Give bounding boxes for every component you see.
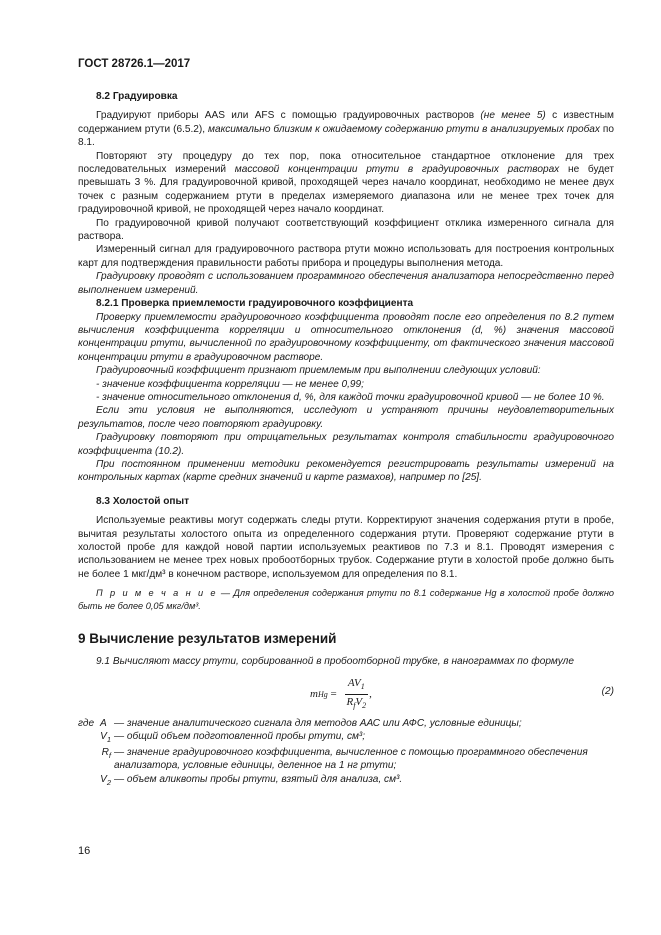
formula-number: (2) <box>601 685 614 697</box>
formula-symbol: m <box>310 688 318 701</box>
formula-subscript: Hg <box>317 690 328 700</box>
page-number: 16 <box>78 845 91 857</box>
paragraph: Используемые реактивы могут содержать следы ртути. Корректируют значения содержания ртути в пробе, вычитая результаты холостого опыта из определенного содержания ртути. Проверяют содержание ртути в холостой пробе для каждой новой партии используемых реактивов по 7.3 и 8.1. Проводят измерения с использованием не менее трех новых пробоотборных трубок. Содержание ртути в холостой пробе должно быть не более 1 мкг/дм³ в конечном растворе, используемом для определения по 8.1. <box>78 515 614 580</box>
paragraph: При постоянном применении методики рекомендуется регистрировать результаты измерений на контрольных картах (карте средних значений и карте размахов), например по [25]. <box>78 458 614 484</box>
formula-comma: , <box>369 688 372 701</box>
definition-text: — общий объем подготовленной пробы ртути, см³; <box>114 731 366 743</box>
section-8-2-1-title: 8.2.1 Проверка приемлемости градуировочного коэффициента <box>96 298 414 310</box>
definition-symbol: $R_f$ <box>101 747 111 761</box>
paragraph: Если эти условия не выполняются, исследуют и устраняют причины неудовлетворительных результатов, после чего повторяют градуировку. <box>78 405 614 430</box>
text-run: Градуируют приборы AAS или AFS с помощью градуировочных растворов <box>96 110 481 122</box>
section-8-2-title: 8.2 Градуировка <box>96 91 178 102</box>
formula-numerator: $AV_1$ <box>345 677 368 696</box>
definition-text: — объем аликвоты пробы ртути, взятый для анализа, см³. <box>114 773 403 785</box>
text-run: по 8.1. <box>78 123 614 149</box>
definition-text: — значение аналитического сигнала для методов ААС или АФС, условные единицы; <box>114 717 522 729</box>
paragraph: Градуировочный коэффициент признают приемлемым при выполнении следующих условий: <box>96 365 541 377</box>
definition-text: — значение градуировочного коэффициента, вычисленное с помощью программного обеспечения анализатора, условные единицы, деленное на 1 нг ртути; <box>114 747 588 772</box>
paragraph: Проверку приемлемости градуировочного коэффициента проводят после его определения по 8.2 путем вычисления коэффициента корреляции и относительного отклонения (d, %) значения массовой концентрации ртути, вычисленной по градуировочному коэффициенту, от фактического значения массовой концентрации ртути в градуировочном растворе. <box>78 311 614 363</box>
paragraph <box>78 109 614 149</box>
note-text: — Для определения содержания ртути по 8.1 содержание Hg в холостой пробе должно быть не более 0,05 мкг/дм³. <box>78 588 614 611</box>
definition-symbol: $V_1$ <box>100 731 111 745</box>
formula-fraction <box>343 677 369 713</box>
section-8-3-title: 8.3 Холостой опыт <box>96 495 190 507</box>
standard-header: ГОСТ 28726.1—2017 <box>78 58 191 70</box>
definition-symbol: $V_2$ <box>100 773 111 787</box>
note-label: П р и м е ч а н и е <box>96 588 218 599</box>
variable-definitions <box>78 717 614 789</box>
text-run: с известным содержанием ртути (6.5.2), <box>78 110 614 135</box>
definition-row <box>78 717 614 730</box>
text-run: не будет превышать 3 %. Для градуировочной кривой, проходящей через начало координат, необходимо не менее двух точек с разным содержанием ртути в пределах измеряемого диапазона или не менее трех точек для градуировочной кривой, не проходящей через начало координат. <box>78 164 614 216</box>
text-run: Повторяют эту процедуру до тех пор, пока относительное стандартное отклонение для трех последовательных измерений <box>78 150 614 176</box>
list-item: - значение коэффициента корреляции — не менее 0,99; <box>96 378 364 390</box>
formula-expression <box>310 677 372 713</box>
formula-2 <box>78 675 614 713</box>
definition-row <box>78 746 614 772</box>
text-run: максимально близким к ожидаемому содержанию ртути в анализируемых пробах <box>208 123 600 135</box>
paragraph: По градуировочной кривой получают соответствующий коэффициент отклика измеренного сигнала для раствора. <box>78 217 614 243</box>
definition-symbol: A <box>100 717 107 729</box>
paragraph: Градуировку повторяют при отрицательных результатах контроля стабильности градуировочного коэффициента (10.2). <box>78 432 614 457</box>
section-9-title: 9 Вычисление результатов измерений <box>78 631 337 647</box>
definition-row <box>78 773 614 789</box>
list-item: - значение относительного отклонения d, %, для каждой точки градуировочной кривой — не более 10 %. <box>96 391 605 403</box>
text-run: массовой концентрации ртути в градуировочных растворах <box>234 164 560 176</box>
formula-denominator: $R_fV_2$ <box>346 696 367 711</box>
formula-equals: = <box>327 688 340 701</box>
text-run: (не менее 5) <box>480 110 546 122</box>
paragraph: 9.1 Вычисляют массу ртути, сорбированной в пробоотборной трубке, в нанограммах по формуле <box>96 656 574 668</box>
definitions-intro: где <box>78 717 95 729</box>
document-body <box>78 90 614 789</box>
paragraph <box>78 150 614 217</box>
paragraph: Измеренный сигнал для градуировочного раствора ртути можно использовать для построения контрольных карт для подтверждения правильности работы прибора и процедуры выполнения метода. <box>78 244 614 269</box>
definition-row <box>78 730 614 746</box>
note <box>78 587 614 612</box>
paragraph: Градуировку проводят с использованием программного обеспечения анализатора непосредственно перед выполнением измерений. <box>78 271 614 296</box>
